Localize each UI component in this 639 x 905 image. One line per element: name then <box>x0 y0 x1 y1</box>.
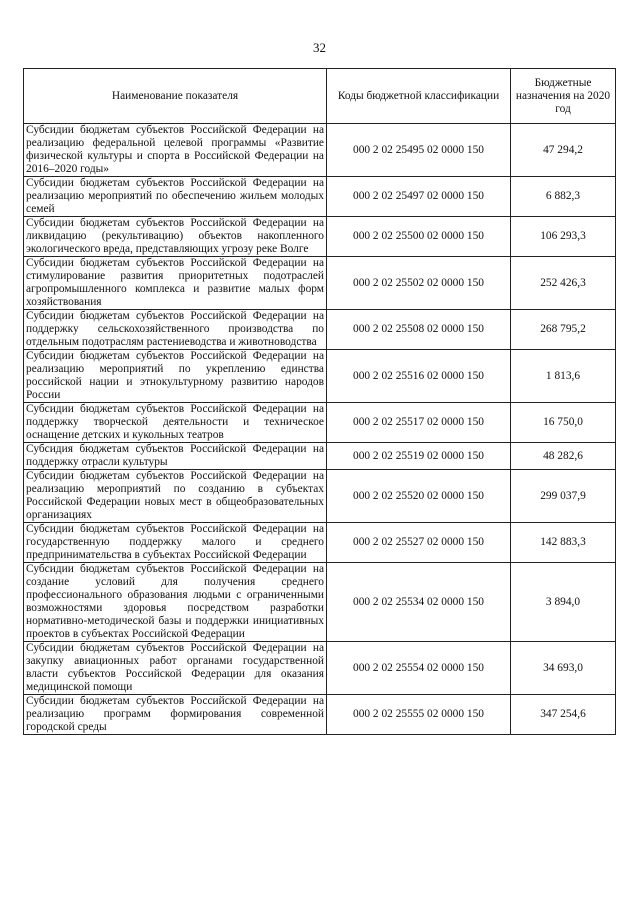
row-value-cell: 3 894,0 <box>511 563 616 642</box>
page-number: 32 <box>313 40 326 55</box>
table-row <box>24 642 616 695</box>
row-code-cell: 000 2 02 25554 02 0000 150 <box>327 642 511 695</box>
row-name-cell: Субсидии бюджетам субъектов Российской Федерации на создание условий для получения среднего профессионального образования людьми с ограниченными возможностями здоровья посредством разработки нормативно-методической базы и поддержки инициативных проектов в субъектах Российской Федерации <box>24 563 327 642</box>
table-row <box>24 257 616 310</box>
row-name-cell: Субсидии бюджетам субъектов Российской Федерации на реализацию мероприятий по созданию в субъектах Российской Федерации новых мест в общеобразовательных организациях <box>24 470 327 523</box>
table-row <box>24 695 616 735</box>
row-value-cell: 47 294,2 <box>511 124 616 177</box>
row-code-cell: 000 2 02 25520 02 0000 150 <box>327 470 511 523</box>
row-value-cell: 252 426,3 <box>511 257 616 310</box>
row-name-cell: Субсидии бюджетам субъектов Российской Федерации на поддержку сельскохозяйственного производства по отдельным подотраслям растениеводства и животноводства <box>24 310 327 350</box>
budget-table <box>23 68 616 735</box>
row-name-cell: Субсидия бюджетам субъектов Российской Федерации на поддержку отрасли культуры <box>24 443 327 470</box>
table-row <box>24 563 616 642</box>
row-name-cell: Субсидии бюджетам субъектов Российской Федерации на поддержку творческой деятельности и техническое оснащение детских и кукольных театров <box>24 403 327 443</box>
header-value: Бюджетные назначения на 2020 год <box>511 69 616 124</box>
row-code-cell: 000 2 02 25527 02 0000 150 <box>327 523 511 563</box>
row-code-cell: 000 2 02 25508 02 0000 150 <box>327 310 511 350</box>
row-name-cell: Субсидии бюджетам субъектов Российской Федерации на реализацию программ формирования современной городской среды <box>24 695 327 735</box>
table-row <box>24 523 616 563</box>
row-value-cell: 34 693,0 <box>511 642 616 695</box>
row-name-cell: Субсидии бюджетам субъектов Российской Федерации на реализацию мероприятий по укреплению единства российской нации и этнокультурному развитию народов России <box>24 350 327 403</box>
table-row <box>24 443 616 470</box>
row-value-cell: 48 282,6 <box>511 443 616 470</box>
row-value-cell: 268 795,2 <box>511 310 616 350</box>
row-code-cell: 000 2 02 25516 02 0000 150 <box>327 350 511 403</box>
row-code-cell: 000 2 02 25555 02 0000 150 <box>327 695 511 735</box>
table-header-row <box>24 69 616 124</box>
table-row <box>24 350 616 403</box>
row-code-cell: 000 2 02 25534 02 0000 150 <box>327 563 511 642</box>
row-code-cell: 000 2 02 25502 02 0000 150 <box>327 257 511 310</box>
header-name: Наименование показателя <box>24 69 327 124</box>
row-code-cell: 000 2 02 25495 02 0000 150 <box>327 124 511 177</box>
row-code-cell: 000 2 02 25519 02 0000 150 <box>327 443 511 470</box>
row-value-cell: 142 883,3 <box>511 523 616 563</box>
row-value-cell: 106 293,3 <box>511 217 616 257</box>
row-name-cell: Субсидии бюджетам субъектов Российской Федерации на государственную поддержку малого и среднего предпринимательства в субъектах Российской Федерации <box>24 523 327 563</box>
header-code: Коды бюджетной классификации <box>327 69 511 124</box>
row-value-cell: 347 254,6 <box>511 695 616 735</box>
table-row <box>24 217 616 257</box>
row-value-cell: 6 882,3 <box>511 177 616 217</box>
row-name-cell: Субсидии бюджетам субъектов Российской Федерации на реализацию мероприятий по обеспечению жильем молодых семей <box>24 177 327 217</box>
row-code-cell: 000 2 02 25517 02 0000 150 <box>327 403 511 443</box>
row-value-cell: 16 750,0 <box>511 403 616 443</box>
table-row <box>24 470 616 523</box>
row-code-cell: 000 2 02 25497 02 0000 150 <box>327 177 511 217</box>
table-row <box>24 177 616 217</box>
row-name-cell: Субсидии бюджетам субъектов Российской Федерации на закупку авиационных работ органами государственной власти субъектов Российской Федерации для оказания медицинской помощи <box>24 642 327 695</box>
table-body <box>24 124 616 735</box>
table-row <box>24 403 616 443</box>
table-row <box>24 124 616 177</box>
row-code-cell: 000 2 02 25500 02 0000 150 <box>327 217 511 257</box>
row-value-cell: 299 037,9 <box>511 470 616 523</box>
row-name-cell: Субсидии бюджетам субъектов Российской Федерации на ликвидацию (рекультивацию) объектов накопленного экологического вреда, представляющих угрозу реке Волге <box>24 217 327 257</box>
row-name-cell: Субсидии бюджетам субъектов Российской Федерации на реализацию федеральной целевой программы «Развитие физической культуры и спорта в Российской Федерации на 2016–2020 годы» <box>24 124 327 177</box>
table-row <box>24 310 616 350</box>
row-value-cell: 1 813,6 <box>511 350 616 403</box>
row-name-cell: Субсидии бюджетам субъектов Российской Федерации на стимулирование развития приоритетных подотраслей агропромышленного комплекса и развитие малых форм хозяйствования <box>24 257 327 310</box>
